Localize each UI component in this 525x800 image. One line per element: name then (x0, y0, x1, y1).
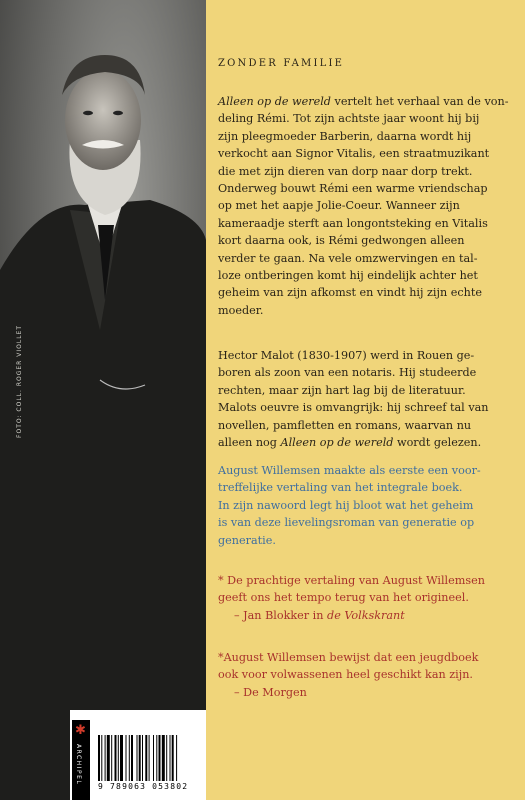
isbn-barcode (98, 735, 203, 781)
synopsis-line: verder te gaan. Na vele omzwervingen en tal- (218, 251, 478, 265)
barcode-bar (98, 735, 100, 781)
synopsis-line: geheim van zijn afkomst en vindt hij zijn echte (218, 286, 482, 300)
book-title: Alleen op de wereld (280, 436, 394, 450)
barcode-bar (118, 735, 119, 781)
synopsis-paragraph (218, 93, 518, 319)
bio-line: boren als zoon van een notaris. Hij studeerde (218, 366, 477, 380)
synopsis-line: Onderweg bouwt Rémi een warme vriendschap (218, 182, 488, 196)
barcode-bar (101, 735, 102, 781)
quote-line: *August Willemsen bewijst dat een jeugdboek (218, 651, 479, 664)
quote-line: ook voor volwassenen heel geschikt kan zijn. (218, 668, 473, 682)
book-title: Alleen op de wereld (218, 95, 331, 108)
review-quote-morgen (218, 649, 518, 701)
bio-line: Hector Malot (1830-1907) werd in Rouen ge- (218, 349, 475, 362)
barcode-bar (105, 735, 106, 781)
synopsis-line: op met het aapje Jolie-Coeur. Wanneer zijn (218, 199, 460, 213)
author-bio-paragraph (218, 347, 518, 451)
publisher-name: ARCHIPEL (75, 744, 82, 786)
synopsis-line: verkocht aan Signor Vitalis, een straatmuzikant (218, 147, 490, 161)
quote-attribution: – De Morgen (234, 685, 307, 699)
barcode-bar (120, 735, 123, 781)
barcode-bar (176, 735, 177, 781)
isbn-number: 9 789063 053802 (98, 782, 189, 791)
barcode-bar (172, 735, 174, 781)
translator-paragraph (218, 462, 518, 549)
barcode-bar (159, 735, 161, 781)
translator-line: In zijn nawoord legt hij bloot wat het geheim (218, 498, 474, 512)
translator-line: generatie. (218, 533, 276, 547)
synopsis-line: kort daarna ook, is Rémi gedwongen alleen (218, 234, 465, 248)
publisher-logo (72, 720, 90, 800)
quote-attribution: – Jan Blokker in de Volkskrant (234, 608, 405, 622)
bio-line: alleen nog (218, 436, 281, 450)
series-title: ZONDER FAMILIE (218, 58, 345, 69)
quote-source: de Volkskrant (327, 608, 405, 622)
barcode-bar (149, 735, 150, 781)
barcode-bar (115, 735, 117, 781)
synopsis-line: moeder. (218, 303, 264, 317)
barcode-bar (131, 735, 133, 781)
quote-line: * De prachtige vertaling van August Willemsen (218, 574, 485, 587)
portrait-illustration (0, 0, 206, 800)
quote-line: geeft ons het tempo terug van het origineel. (218, 591, 469, 605)
synopsis-line: loze ontberingen komt hij eindelijk achter het (218, 269, 478, 283)
barcode-bar (153, 735, 154, 781)
review-quote-volkskrant (218, 572, 518, 624)
barcode-bar (129, 735, 130, 781)
author-portrait (0, 0, 206, 800)
barcode-bar (142, 735, 143, 781)
translator-line: August Willemsen maakte als eerste een voor- (218, 464, 481, 477)
barcode-bar (145, 735, 147, 781)
bio-line: Malots oeuvre is omvangrijk: hij schreef tal van (218, 401, 489, 415)
synopsis-line: die met zijn dieren van dorp naar dorp trekt. (218, 164, 473, 178)
barcode-bar (137, 735, 138, 781)
synopsis-line: vertelt het verhaal van de von- (330, 95, 509, 108)
barcode-bar (156, 735, 157, 781)
bio-line: novellen, pamfletten en romans, waarvan nu (218, 418, 472, 432)
photo-credit: FOTO: COLL. ROGER VIOLLET (16, 325, 23, 438)
synopsis-line: deling Rémi. Tot zijn achtste jaar woont hij bij (218, 112, 480, 126)
bio-line: rechten, maar zijn hart lag bij de literatuur. (218, 383, 466, 397)
translator-line: is van deze lievelingsroman van generatie op (218, 516, 475, 530)
barcode-bar (107, 735, 110, 781)
barcode-bar (111, 735, 112, 781)
star-icon: ✱ (75, 723, 86, 738)
barcode-bar (139, 735, 141, 781)
barcode-bar (126, 735, 127, 781)
bio-line: wordt gelezen. (393, 436, 482, 450)
barcode-bar (162, 735, 165, 781)
barcode-bar (166, 735, 167, 781)
synopsis-line: zijn pleegmoeder Barberin, daarna wordt hij (218, 129, 472, 143)
translator-line: treffelijke vertaling van het integrale boek. (218, 481, 463, 495)
barcode-bar (170, 735, 171, 781)
synopsis-line: kameraadje sterft aan longontsteking en Vitalis (218, 216, 488, 230)
